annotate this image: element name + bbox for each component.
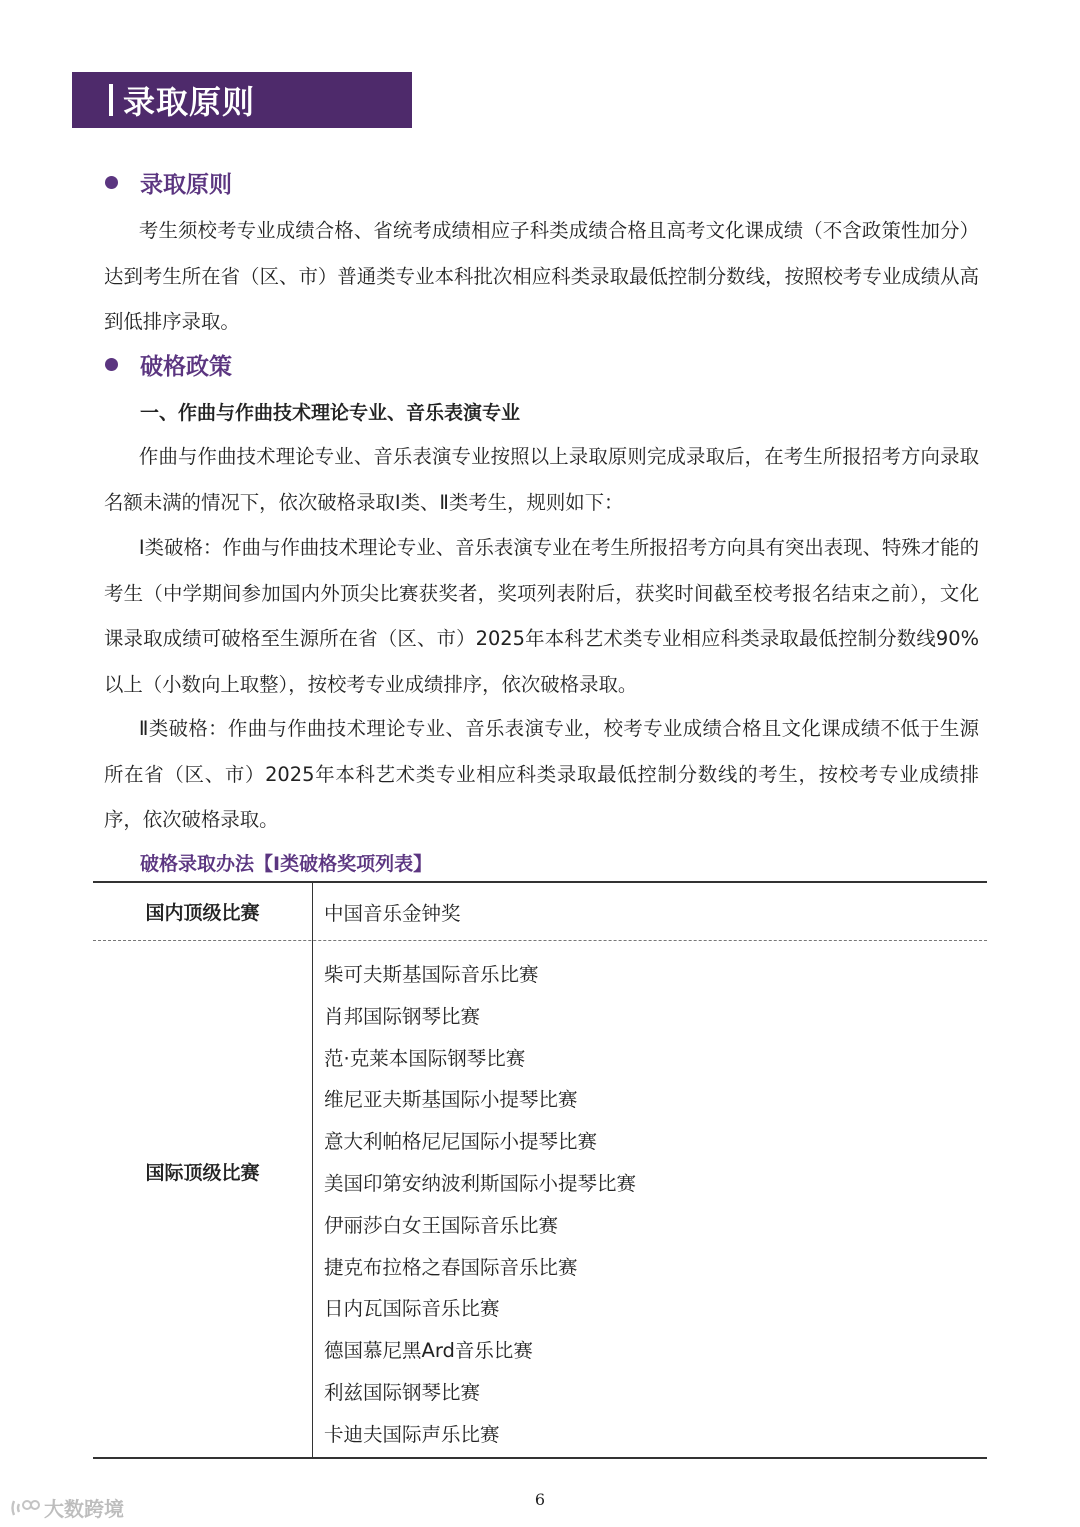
list-item: 卡迪夫国际声乐比赛 — [324, 1422, 500, 1446]
exception-heading — [105, 348, 232, 381]
list-item: 意大利帕格尼尼国际小提琴比赛 — [324, 1130, 598, 1154]
list-item: 范·克莱本国际钢琴比赛 — [324, 1046, 526, 1070]
watermark-text: 大数跨境 — [44, 1497, 124, 1521]
exception-intro-paragraph: 作曲与作曲技术理论专业、音乐表演专业按照以上录取原则完成录取后，在考生所报招考方向录取名额未满的情况下，依次破格录取Ⅰ类、Ⅱ类考生，规则如下： — [104, 445, 979, 514]
table-caption: 破格录取办法【Ⅰ类破格奖项列表】 — [140, 853, 433, 875]
bullet-dot-icon — [105, 358, 118, 371]
section-banner — [72, 72, 412, 128]
list-item: 日内瓦国际音乐比赛 — [324, 1297, 500, 1321]
domestic-award-item: 中国音乐金钟奖 — [324, 902, 461, 925]
list-item: 柴可夫斯基国际音乐比赛 — [324, 963, 539, 986]
list-item: 德国慕尼黑Ard音乐比赛 — [324, 1339, 533, 1363]
admission-heading-text: 录取原则 — [140, 172, 232, 198]
list-item: 肖邦国际钢琴比赛 — [324, 1004, 481, 1028]
class2-paragraph: Ⅱ类破格：作曲与作曲技术理论专业、音乐表演专业，校考专业成绩合格且文化课成绩不低于生源所在省（区、市）2025年本科艺术类专业相应科类录取最低控制分数线的考生，按校考专业成绩排序，依次破格录取。 — [104, 717, 979, 831]
watermark-logo-icon — [10, 1497, 40, 1519]
admission-heading — [105, 166, 232, 199]
list-item: 美国印第安纳波利斯国际小提琴比赛 — [324, 1171, 637, 1195]
bullet-dot-icon — [105, 176, 118, 189]
watermark — [10, 1493, 124, 1522]
banner-bar-decoration — [109, 84, 113, 116]
exception-subheading: 一、作曲与作曲技术理论专业、音乐表演专业 — [140, 402, 521, 424]
domestic-row-label: 国内顶级比赛 — [145, 902, 260, 924]
list-item: 利兹国际钢琴比赛 — [324, 1380, 481, 1404]
banner-title: 录取原则 — [123, 83, 256, 121]
exception-heading-text: 破格政策 — [140, 354, 232, 380]
international-row-label: 国际顶级比赛 — [145, 1162, 260, 1184]
page-number: 6 — [534, 1490, 546, 1509]
admission-paragraph: 考生须校考专业成绩合格、省统考成绩相应子科类成绩合格且高考文化课成绩（不含政策性加分）达到考生所在省（区、市）普通类专业本科批次相应科类录取最低控制分数线，按照校考专业成绩从高到低排序录取。 — [104, 219, 979, 333]
table-row-divider — [93, 940, 987, 941]
list-item: 捷克布拉格之春国际音乐比赛 — [324, 1255, 578, 1279]
table-bottom-rule — [93, 1457, 987, 1459]
table-top-rule — [93, 881, 987, 883]
class1-paragraph: Ⅰ类破格：作曲与作曲技术理论专业、音乐表演专业在考生所报招考方向具有突出表现、特殊才能的考生（中学期间参加国内外顶尖比赛获奖者，奖项列表附后，获奖时间截至校考报名结束之前），文化课录取成绩可破格至生源所在省（区、市）2025年本科艺术类专业相应科类录取最低控制分数线90%以上（小数向上取整），按校考专业成绩排序，依次破格录取。 — [104, 536, 979, 696]
list-item: 伊丽莎白女王国际音乐比赛 — [324, 1213, 559, 1237]
list-item: 维尼亚夫斯基国际小提琴比赛 — [324, 1088, 578, 1112]
table-column-divider — [312, 883, 313, 1457]
international-award-list — [324, 954, 636, 1456]
